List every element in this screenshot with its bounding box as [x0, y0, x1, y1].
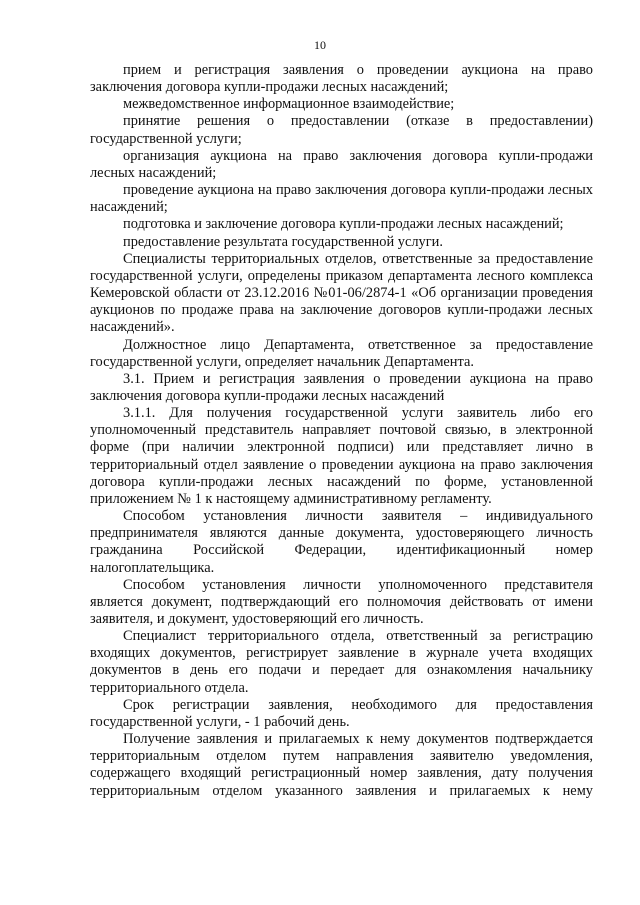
- paragraph-official: Должностное лицо Департамента, ответственное за предоставление государственной услуги, определяет начальник Департамента.: [90, 336, 593, 370]
- paragraph-list-item-2: межведомственное информационное взаимодействие;: [123, 96, 455, 113]
- paragraph-registration-deadline: Срок регистрации заявления, необходимого для предоставления государственной услуги, - 1 рабочий день.: [90, 696, 593, 730]
- paragraph-identity-entrepreneur: Способом установления личности заявителя – индивидуального предпринимателя являются данные документа, удостоверяющего личность гражданина Российской Федерации, идентификационный номер налогоплательщика.: [90, 508, 593, 576]
- paragraph-identity-representative: Способом установления личности уполномоченного представителя является документ, подтверждающий его полномочия действовать от имени заявителя, и документ, удостоверяющий его личность.: [90, 576, 593, 627]
- paragraph-specialists: Специалисты территориальных отделов, ответственные за предоставление государственной услуги, определены приказом департамента лесного комплекса Кемеровской области от 23.12.2016 №01-06/2874-1 «Об организации проведения аукционов по продаже права на заключение договоров купли-продажи лесных насаждений».: [90, 250, 593, 336]
- paragraph-list-item-7: предоставление результата государственной услуги.: [123, 233, 443, 250]
- paragraph-list-item-3: принятие решения о предоставлении (отказе в предоставлении) государственной услуги;: [90, 113, 593, 147]
- page-number: 10: [314, 38, 326, 52]
- paragraph-list-item-5: проведение аукциона на право заключения договора купли-продажи лесных насаждений;: [90, 182, 593, 216]
- document-body: [90, 62, 593, 800]
- paragraph-3-1-1: 3.1.1. Для получения государственной услуги заявитель либо его уполномоченный представитель направляет почтовой связью, в электронной форме (при наличии электронной подписи) или представляет лично в территориальный отдел заявление о проведении аукциона на право заключения договора купли-продажи лесных насаждений по форме, установленной приложением № 1 к настоящему административному регламенту.: [90, 405, 593, 507]
- paragraph-list-item-4: организация аукциона на право заключения договора купли-продажи лесных насаждений;: [90, 147, 593, 181]
- section-heading-3-1: 3.1. Прием и регистрация заявления о проведении аукциона на право заключения договора купли-продажи лесных насаждений: [90, 370, 593, 404]
- paragraph-registration: Специалист территориального отдела, ответственный за регистрацию входящих документов, регистрирует заявление в журнале учета входящих документов в день его подачи и передает для ознакомления начальнику территориального отдела.: [90, 628, 593, 696]
- paragraph-list-item-6: подготовка и заключение договора купли-продажи лесных насаждений;: [123, 216, 564, 233]
- paragraph-receipt-confirmation: Получение заявления и прилагаемых к нему документов подтверждается территориальным отделом путем направления заявителю уведомления, содержащего входящий регистрационный номер заявления, дату получения территориальным отделом указанного заявления и прилагаемых к нему: [90, 731, 593, 799]
- paragraph-list-item-1: прием и регистрация заявления о проведении аукциона на право заключения договора купли-продажи лесных насаждений;: [90, 62, 593, 96]
